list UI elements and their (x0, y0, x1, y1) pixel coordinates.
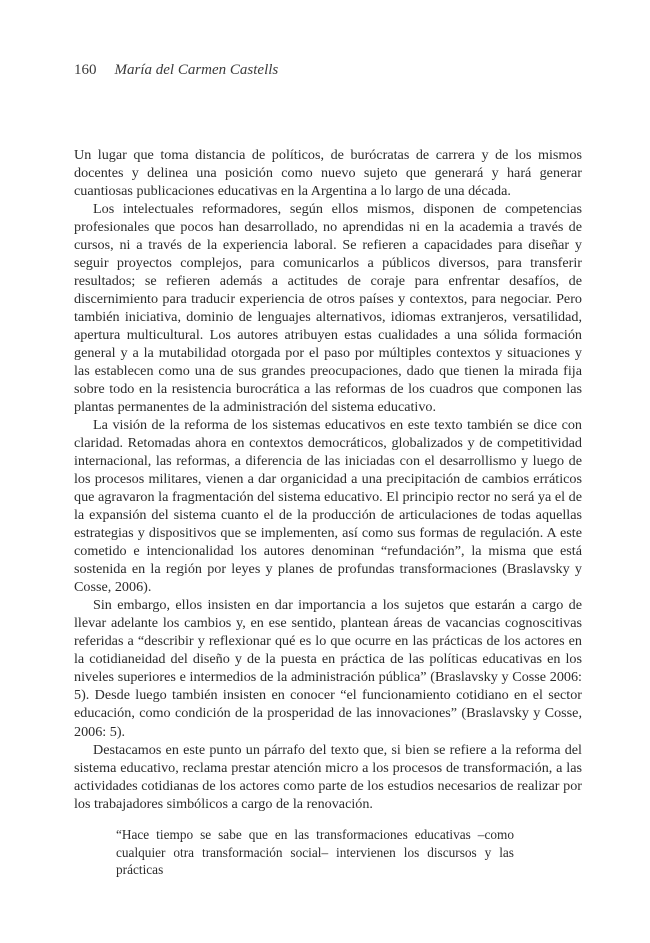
paragraph: Sin embargo, ellos insisten en dar importancia a los sujetos que estarán a cargo de llevar adelante los cambios y, en ese sentido, plantean áreas de vacancias cognoscitivas referidas a “describir y reflexionar qué es lo que ocurre en las prácticas de los actores en la cotidianeidad del diseño y de la puesta en práctica de las políticas educativas en los niveles superiores e intermedios de la administración pública” (Braslavsky y Cosse 2006: 5). Desde luego también insisten en conocer “el funcionamiento cotidiano en el sector educación, como condición de la prosperidad de las innovaciones” (Braslavsky y Cosse, 2006: 5). (74, 597, 582, 740)
block-quote-text: “Hace tiempo se sabe que en las transformaciones educativas –como cualquier otra transformación social– intervienen los discursos y las prácticas (116, 827, 514, 878)
running-header-author: María del Carmen Castells (114, 62, 279, 78)
paragraph: Destacamos en este punto un párrafo del texto que, si bien se refiere a la reforma del sistema educativo, reclama prestar atención micro a los procesos de transformación, a las actividades cotidianas de los actores como parte de los estudios necesarios de realizar por los trabajadores simbólicos a cargo de la renovación. (74, 741, 582, 812)
block-quote (116, 826, 514, 879)
page-number: 160 (74, 62, 97, 78)
running-header (74, 62, 278, 79)
paragraph: Un lugar que toma distancia de políticos, de burócratas de carrera y de los mismos docentes y delinea una posición como nuevo sujeto que generará y hará generar cuantiosas publicaciones educativas en la Argentina a lo largo de una década. (74, 147, 582, 200)
paragraph: Los intelectuales reformadores, según ellos mismos, disponen de competencias profesionales que pocos han desarrollado, no aprendidas ni en la academia a través de cursos, ni a través de la experiencia laboral. Se refieren a capacidades para diseñar y seguir proyectos complejos, para comunicarlos a públicos diversos, para transferir resultados; se refieren además a actitudes de coraje para enfrentar desafíos, de discernimiento para traducir experiencia de otros países y contextos, para negociar. Pero también iniciativa, dominio de lenguajes alternativos, idiomas extranjeros, versatilidad, apertura multicultural. Los autores atribuyen estas cualidades a una sólida formación general y a la mutabilidad otorgada por el paso por múltiples contextos y situaciones y las establecen como una de sus grandes preocupaciones, dado que tienen la mirada fija sobre todo en la resistencia burocrática a las reformas de los cuadros que componen las plantas permanentes de la administración del sistema educativo. (74, 201, 582, 416)
paragraph: La visión de la reforma de los sistemas educativos en este texto también se dice con claridad. Retomadas ahora en contextos democráticos, globalizados y de competitividad internacional, las reformas, a diferencia de las iniciadas con el desarrollismo y luego de los procesos militares, vienen a dar organicidad a una precipitación de cambios erráticos que agravaron la fragmentación del sistema educativo. El principio rector no será ya el de la expansión del sistema cuanto el de la producción de articulaciones de todas aquellas estrategias y dispositivos que se implementen, así como sus formas de regulación. A este cometido e intencionalidad los autores denominan “refundación”, la misma que está sostenida en la región por leyes y planes de profundas transformaciones (Braslavsky y Cosse, 2006). (74, 417, 582, 596)
body-text (74, 146, 582, 813)
